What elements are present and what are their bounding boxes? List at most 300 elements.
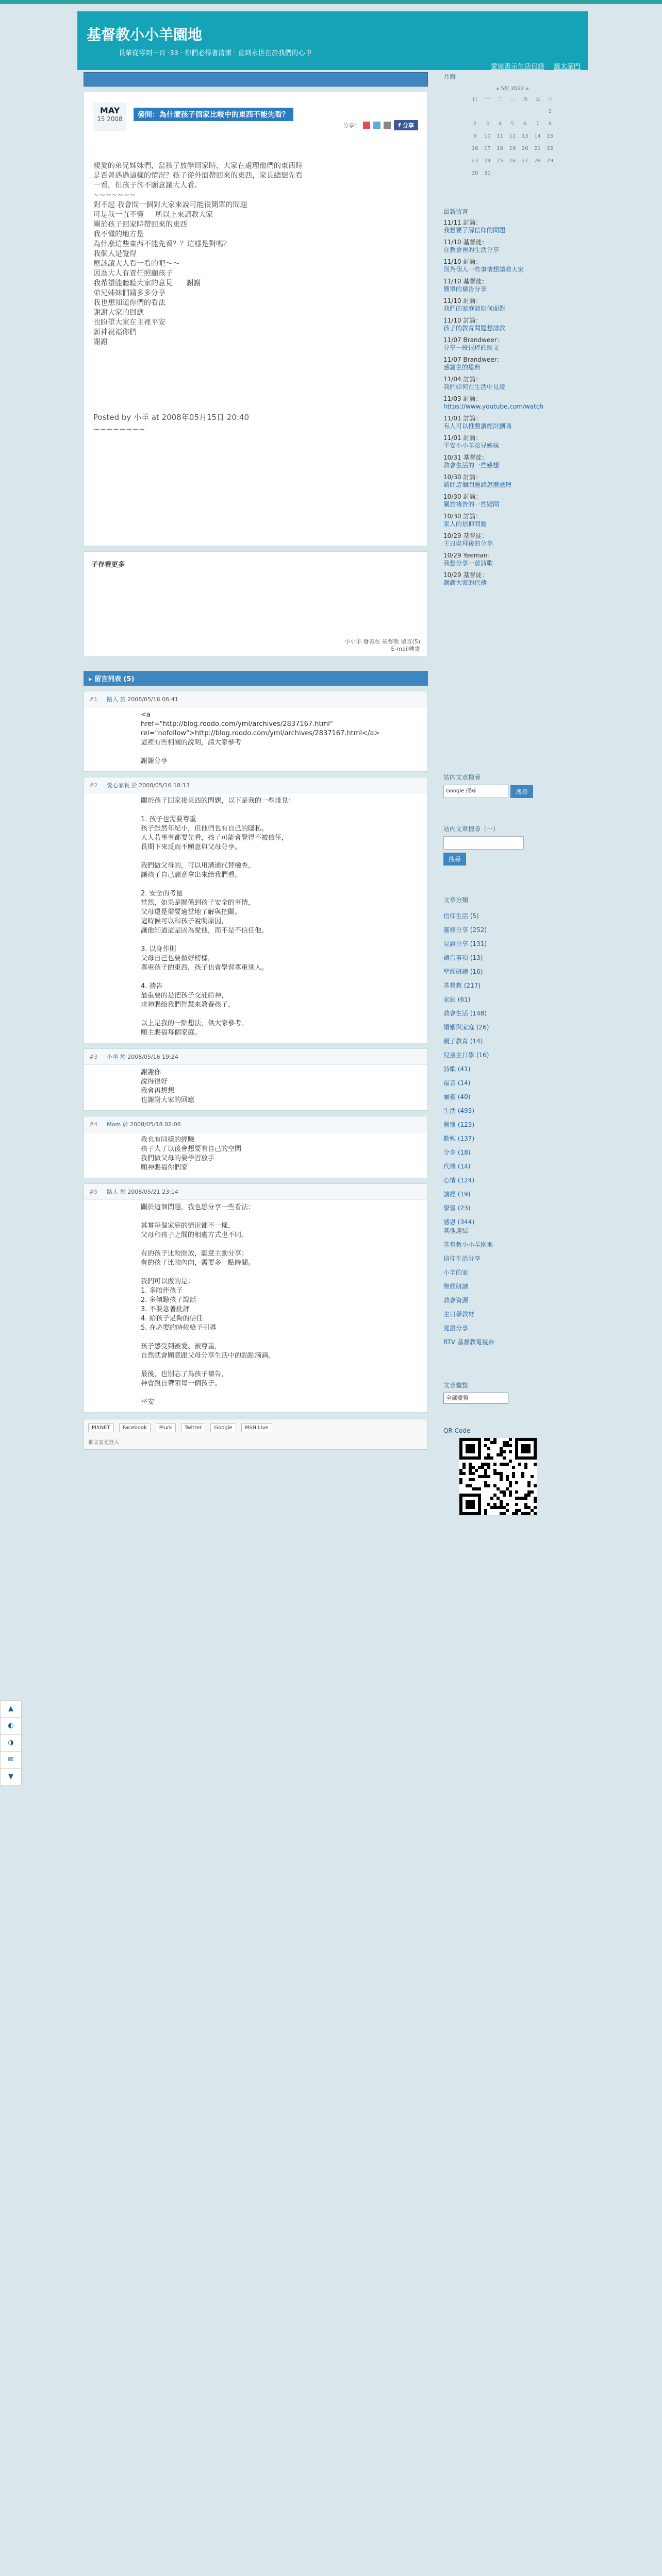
- calendar-day[interactable]: 16: [471, 146, 478, 151]
- recent-text[interactable]: 我想分享一首詩歌: [443, 560, 493, 567]
- calendar-weekday: 三: [509, 97, 515, 103]
- facebook-share-button[interactable]: f 分享: [394, 120, 418, 130]
- recent-item[interactable]: [443, 395, 582, 411]
- comment-number: #5: [89, 1189, 98, 1195]
- calendar-day[interactable]: 22: [547, 146, 554, 151]
- category-item[interactable]: 生活 (493): [443, 1107, 475, 1114]
- calendar-day[interactable]: 29: [547, 158, 554, 164]
- comment-line: 這時候可以和孩子說明原因，: [141, 918, 228, 925]
- comment-head: [84, 691, 427, 707]
- share-twitter-icon[interactable]: [373, 122, 380, 129]
- share-option[interactable]: MSN Live: [241, 1423, 272, 1432]
- comment-line: 願神賜福你們家: [141, 1164, 188, 1172]
- search-input[interactable]: Google 搜尋: [443, 785, 508, 798]
- recent-date: 11/10 基督徒：: [443, 278, 488, 285]
- recent-text[interactable]: 在教會裡的生活分享: [443, 246, 500, 253]
- archive-title: 文章彙整: [443, 1382, 469, 1389]
- recent-text[interactable]: 主日崇拜後的分享: [443, 540, 493, 547]
- comment-number: #2: [89, 782, 98, 789]
- recent-item[interactable]: [443, 532, 582, 548]
- comment-author[interactable]: Mom: [107, 1121, 121, 1128]
- category-item[interactable]: 靈修分享 (252): [443, 926, 487, 934]
- comment-line: 大人若事事都要先看，孩子可能會覺得不被信任，: [141, 834, 289, 842]
- recent-item[interactable]: [443, 493, 582, 509]
- comment-date: 於 2008/05/16 19:24: [120, 1054, 178, 1060]
- recent-item[interactable]: [443, 552, 582, 567]
- calendar-weekday: 日: [472, 97, 478, 103]
- article-line: 應該讓大人看一看的吧～～: [93, 260, 180, 268]
- tags-panel: [84, 551, 428, 656]
- site-title[interactable]: 基督教小小羊園地: [87, 26, 203, 43]
- category-item[interactable]: 教會生活 (148): [443, 1010, 487, 1017]
- comment-line: 當然，如果是關係到孩子安全的事情，: [141, 899, 255, 907]
- comment-line: 4. 禱告: [141, 982, 163, 990]
- posted-by: Posted by 小羊 at 2008年05月15日 20:40: [93, 413, 250, 422]
- date-day: 15 2008: [97, 115, 123, 123]
- category-block: [443, 895, 582, 1231]
- top-strip: [0, 0, 662, 4]
- recent-date: 11/11 討論：: [443, 219, 482, 226]
- comment-head: [84, 777, 427, 793]
- recent-date: 11/03 討論：: [443, 395, 482, 402]
- float-tool-button[interactable]: ▼: [1, 1769, 21, 1786]
- comment-line: [141, 1333, 422, 1342]
- recent-item[interactable]: [443, 317, 582, 332]
- comment-line: 其實每個家庭的情況都不一樣，: [141, 1222, 235, 1230]
- share-options: [88, 1423, 272, 1432]
- comment-line: 孩子雖然年紀小，但他們也有自己的隱私。: [141, 825, 269, 833]
- comment-line: 孩子感受到被愛、被尊重，: [141, 1343, 222, 1350]
- recent-item[interactable]: [443, 297, 582, 313]
- comment-line: 3. 不要急著批評: [141, 1306, 190, 1313]
- calendar-grid: [469, 95, 556, 177]
- calendar-day[interactable]: 27: [521, 158, 528, 164]
- floating-toolbar: [0, 1700, 22, 1786]
- calendar-day[interactable]: 26: [509, 158, 516, 164]
- recent-item[interactable]: [443, 376, 582, 391]
- comment: [84, 1183, 428, 1413]
- comment-line: 也謝謝大家的回應: [141, 1096, 195, 1104]
- comments-list: [84, 691, 428, 1413]
- category-title: 文章分類: [443, 896, 469, 904]
- comment-author[interactable]: 路人: [107, 696, 119, 703]
- recent-item[interactable]: [443, 434, 582, 450]
- calendar-day[interactable]: 21: [534, 146, 541, 151]
- calendar-day[interactable]: 14: [534, 133, 541, 139]
- recent-text[interactable]: 我們的家庭該如何面對: [443, 305, 506, 312]
- calendar-day[interactable]: 4: [498, 121, 502, 127]
- article-line: 關於孩子回家時帶回來的東西: [93, 221, 187, 229]
- article-line: 我個人是覺得: [93, 250, 137, 258]
- comment-line: 1. 孩子也需要尊重: [141, 816, 196, 823]
- comment-line: [141, 1212, 422, 1222]
- article-body: [93, 161, 413, 347]
- article-line: 對不起 我會問一個對大家來說可能很簡單的問題: [93, 201, 247, 209]
- recent-item[interactable]: [443, 239, 582, 254]
- comment-line: 我也有同樣的經驗: [141, 1136, 195, 1144]
- comment-line: 我們可以做的是：: [141, 1278, 195, 1285]
- recent-date: 10/30 討論：: [443, 473, 482, 481]
- sidebar-link[interactable]: RTV 基督教電視台: [443, 1338, 494, 1346]
- comment-author[interactable]: 小羊: [107, 1054, 119, 1060]
- tags-title: 子存看更多: [91, 561, 125, 569]
- recent-text[interactable]: 我們如何在生活中見證: [443, 383, 506, 391]
- calendar-day[interactable]: 5: [510, 121, 515, 127]
- calendar-day[interactable]: 6: [523, 121, 527, 127]
- recent-item[interactable]: [443, 513, 582, 528]
- category-item[interactable]: 讀經 (19): [443, 1191, 471, 1198]
- links-title: 其他連結: [443, 1227, 469, 1234]
- recent-text[interactable]: 有人可以推薦讀經計劃嗎: [443, 422, 512, 430]
- recent-date: 10/29 基督徒：: [443, 571, 488, 579]
- calendar-day[interactable]: 23: [471, 158, 478, 164]
- calendar-day[interactable]: 12: [509, 133, 516, 139]
- comment: [84, 691, 428, 772]
- comment-line: 4. 給孩子足夠的信任: [141, 1315, 203, 1323]
- comment-line: 2. 多傾聽孩子說話: [141, 1296, 196, 1304]
- article-line: 謝謝: [93, 338, 108, 346]
- comment-date: 於 2008/05/21 23:14: [120, 1189, 178, 1195]
- recent-item[interactable]: [443, 278, 582, 293]
- comment-line: 讓他知道這是因為愛他，而不是不信任他。: [141, 927, 269, 935]
- comment-line: <a: [141, 711, 151, 719]
- recent-text[interactable]: 因為個人一些事情想請教大家: [443, 266, 524, 273]
- category-item[interactable]: 兒童主日學 (16): [443, 1052, 489, 1059]
- article-line: 我希望能聽聽大家的意見 謝謝: [93, 279, 201, 287]
- share-option[interactable]: Twitter: [181, 1423, 206, 1432]
- main-column: [84, 72, 428, 1450]
- calendar-day[interactable]: 15: [547, 133, 554, 139]
- article-line: 親愛的弟兄姊妹們，當孩子放學回家時，大家在處理他們的東西時: [93, 162, 303, 170]
- search-button[interactable]: 搜尋: [510, 785, 533, 798]
- share-note: 推文請先登入: [88, 1440, 119, 1446]
- date-month: MAY: [100, 106, 120, 115]
- comment-line: 求神賜給我們智慧來教養孩子。: [141, 1001, 235, 1009]
- category-item[interactable]: 屬靈 (40): [443, 1093, 471, 1100]
- float-tool-button[interactable]: ◑: [1, 1735, 21, 1752]
- recent-text[interactable]: 請問這個問題該怎麼處理: [443, 481, 512, 488]
- main-top-bar: [84, 72, 428, 87]
- calendar-day[interactable]: 20: [521, 146, 528, 151]
- category-item[interactable]: 分享 (18): [443, 1149, 471, 1156]
- recent-date: 11/10 討論：: [443, 317, 482, 324]
- search2-input[interactable]: [443, 836, 524, 850]
- article-line: 也盼望大家在主裡平安: [93, 318, 166, 327]
- calendar-day[interactable]: 28: [534, 158, 541, 164]
- calendar-day[interactable]: 10: [484, 133, 491, 139]
- recent-item[interactable]: [443, 219, 582, 234]
- recent-text[interactable]: 平安小小羊弟兄姊妹: [443, 442, 500, 449]
- article-line: 我不懂的地方是: [93, 230, 144, 239]
- share-row: [343, 120, 418, 130]
- article-line: 弟兄姊妹們請多多分享: [93, 289, 166, 297]
- category-item[interactable]: 見證分享 (131): [443, 940, 487, 947]
- posted-info: [93, 412, 249, 434]
- comment-body: [84, 1200, 427, 1412]
- comment-line: 以上是我的一點想法，供大家參考。: [141, 1020, 249, 1027]
- search-block: [443, 773, 582, 798]
- comment-line: [141, 852, 422, 861]
- calendar-day: [531, 109, 543, 115]
- calendar-weekday: 五: [535, 97, 540, 103]
- recent-item[interactable]: [443, 415, 582, 430]
- recent-date: 10/29 基督徒：: [443, 532, 488, 539]
- category-item[interactable]: 禱告事項 (13): [443, 954, 483, 961]
- calendar-day[interactable]: 18: [496, 146, 504, 151]
- share-option[interactable]: Google: [210, 1423, 236, 1432]
- recent-item[interactable]: [443, 473, 582, 489]
- post-meta: [344, 638, 420, 653]
- comment-line: 平安: [141, 1398, 155, 1406]
- comment-line: 孩子大了以後會想要有自己的空間: [141, 1145, 242, 1153]
- calendar-day: [519, 109, 531, 115]
- comment-body: [84, 1132, 427, 1178]
- comment-line: [141, 973, 422, 982]
- archive-block: [443, 1381, 582, 1404]
- float-tool-button[interactable]: ✉: [1, 1752, 21, 1769]
- calendar-block: [443, 72, 582, 177]
- article-line: 我也想知道你們的看法: [93, 299, 166, 307]
- share-option[interactable]: Facebook: [119, 1423, 151, 1432]
- calendar-day[interactable]: 25: [496, 158, 504, 164]
- share-email-icon[interactable]: [384, 122, 391, 129]
- share-widget: [84, 1419, 428, 1450]
- comment: [84, 1116, 428, 1178]
- category-item[interactable]: 信仰生活 (5): [443, 912, 479, 920]
- comment-body: [84, 1065, 427, 1110]
- comments-header[interactable]: ▸ 留言列表 (5): [84, 671, 428, 686]
- share-option[interactable]: PIXNET: [88, 1423, 114, 1432]
- recent-text[interactable]: 謝謝大家的代禱: [443, 579, 487, 586]
- sidebar-link[interactable]: 基督教小小羊園地: [443, 1241, 493, 1248]
- comment-author[interactable]: 路人: [107, 1189, 119, 1195]
- article-line: ~~~~~~~: [93, 191, 136, 199]
- calendar-day[interactable]: 2: [473, 121, 477, 127]
- recent-text[interactable]: 關於禱告的一些疑問: [443, 501, 500, 508]
- comment-line: 關於這個問題，我也想分享一些看法：: [141, 1204, 255, 1211]
- comment-line: [141, 1268, 422, 1277]
- comment-line: 有的孩子比較內向，需要多一點時間。: [141, 1259, 255, 1267]
- article-line: 因為大人有責任照顧孩子: [93, 269, 173, 278]
- sidebar-link[interactable]: 聖經研讀: [443, 1283, 469, 1290]
- site-subtitle: 長輩從零到一百 ·33 · 你們必得著清潔 · 直到永世在於我們的心中: [119, 49, 312, 57]
- sidebar-link[interactable]: 小羊的家: [443, 1269, 469, 1276]
- header-link[interactable]: 羅太豪門: [553, 63, 581, 71]
- article-line: 是否曾遇過這樣的情況？孩子從外面帶回來的東西，家長總想先看: [93, 172, 303, 180]
- search2-block: [443, 824, 582, 866]
- share-plurk-icon[interactable]: [363, 122, 370, 129]
- comment-line: 我們做父母的要學習放手: [141, 1155, 215, 1162]
- category-list: [443, 911, 582, 1226]
- article-line: 為什麼這些東西不能先看？？這樣是對嗎？: [93, 240, 230, 248]
- calendar-head[interactable]: « 5月 2022 »: [496, 86, 529, 92]
- comment-line: 2. 安全的考量: [141, 890, 183, 897]
- category-item[interactable]: 詩歌 (41): [443, 1065, 471, 1073]
- category-item[interactable]: 福音 (14): [443, 1079, 471, 1087]
- calendar-day[interactable]: 9: [473, 133, 477, 139]
- calendar-day[interactable]: 11: [496, 133, 504, 139]
- recent-text[interactable]: 孩子的教育問題想請教: [443, 325, 506, 332]
- comment-line: [141, 1388, 422, 1398]
- category-item[interactable]: 聖經研讀 (16): [443, 968, 483, 975]
- qr-code: [459, 1437, 537, 1516]
- archive-select[interactable]: 全部彙整: [443, 1393, 508, 1404]
- calendar-weekday: 四: [522, 97, 528, 103]
- comment-line: 1. 多陪伴孩子: [141, 1287, 183, 1295]
- comment-line: 讓孩子自己願意拿出來給我們看。: [141, 871, 242, 879]
- comment-line: [141, 936, 422, 945]
- calendar-day[interactable]: 13: [521, 133, 528, 139]
- comment-line: rel="nofollow">http://blog.roodo.com/yml/archives/2837167.html</a>: [141, 730, 380, 737]
- recent-item[interactable]: [443, 454, 582, 469]
- comment-head: [84, 1049, 427, 1065]
- comment-number: #1: [89, 696, 98, 703]
- comment-head: [84, 1116, 427, 1132]
- recent-text[interactable]: https://www.youtube.com/watch: [443, 403, 544, 410]
- sidebar-link[interactable]: 見證分享: [443, 1325, 469, 1332]
- category-item[interactable]: 心情 (124): [443, 1177, 475, 1184]
- comment-line: 尊重孩子的東西，孩子也會學習尊重別人。: [141, 964, 269, 972]
- recent-list: [443, 219, 582, 587]
- link-list: [443, 1240, 582, 1346]
- comment-number: #4: [89, 1121, 98, 1128]
- article: [84, 92, 428, 546]
- category-item[interactable]: 關懷 (123): [443, 1121, 475, 1128]
- sidebar-link[interactable]: 信仰生活分享: [443, 1255, 481, 1262]
- category-item[interactable]: 婚姻與家庭 (26): [443, 1024, 489, 1031]
- site-header: [77, 11, 588, 70]
- comment-line: [141, 748, 422, 757]
- recent-text[interactable]: 感謝主的恩典: [443, 364, 481, 371]
- recent-item[interactable]: [443, 336, 582, 352]
- calendar-weekday: 一: [485, 97, 490, 103]
- comment-line: 長期下來反而不願意與父母分享。: [141, 843, 242, 851]
- share-label: 分享：: [343, 122, 360, 129]
- calendar-day: [481, 109, 493, 115]
- comment-line: 願主賜福每個家庭。: [141, 1029, 202, 1037]
- category-item[interactable]: 代禱 (14): [443, 1163, 471, 1170]
- comment-line: [141, 880, 422, 889]
- calendar-day[interactable]: 30: [471, 171, 478, 176]
- search-title: 站內文章搜尋: [443, 774, 481, 781]
- comment-author[interactable]: 愛心家長: [107, 782, 130, 789]
- comment-line: 謝謝分享: [141, 757, 168, 765]
- comment-line: [141, 1361, 422, 1370]
- sidebar-link[interactable]: 教會資源: [443, 1297, 469, 1304]
- search2-button[interactable]: 搜尋: [443, 853, 466, 866]
- links-block: [443, 1226, 582, 1351]
- comment-line: [141, 1010, 422, 1019]
- calendar-day: [506, 109, 519, 115]
- recent-date: 11/10 討論：: [443, 258, 482, 265]
- comment-line: 5. 在必要的時候給予引導: [141, 1324, 217, 1332]
- article-line: 可是我一直不懂 所以上來請教大家: [93, 211, 213, 219]
- calendar-day: [469, 109, 481, 115]
- comment-line: 這裡有些相關的說明，請大家參考: [141, 739, 242, 747]
- recent-item[interactable]: [443, 571, 582, 587]
- comment-line: 神會親自帶領每一個孩子。: [141, 1380, 222, 1387]
- recent-text[interactable]: 教會生活的一些感想: [443, 462, 500, 469]
- recent-text[interactable]: 家人的信仰問題: [443, 520, 487, 528]
- recent-text[interactable]: 我想要了解信仰的問題: [443, 227, 506, 234]
- comment-line: 關於孩子回家後東西的問題，以下是我的一些淺見：: [141, 797, 295, 805]
- recent-block: [443, 207, 582, 591]
- calendar-day: [494, 109, 506, 115]
- comment-line: 最後，也別忘了為孩子禱告，: [141, 1370, 228, 1378]
- comment-head: [84, 1184, 427, 1200]
- sidebar-link[interactable]: 主日學教材: [443, 1311, 475, 1318]
- qr-block: [443, 1427, 582, 1516]
- calendar-day[interactable]: 8: [548, 121, 552, 127]
- share-option[interactable]: Plurk: [156, 1423, 176, 1432]
- calendar-day[interactable]: 1: [548, 109, 552, 114]
- recent-date: 10/29 Yeeman：: [443, 552, 494, 559]
- calendar-day[interactable]: 24: [484, 158, 491, 164]
- comment-line: href="http://blog.roodo.com/yml/archives/2837167.html": [141, 720, 333, 728]
- recent-text[interactable]: 簡單的禱告分享: [443, 285, 487, 293]
- comment-line: 我會再想想: [141, 1087, 175, 1095]
- post-meta-line[interactable]: 小小羊 發表在 基督教 留言(5): [344, 638, 420, 645]
- recent-item[interactable]: [443, 356, 582, 371]
- recent-date: 11/07 Brandweer：: [443, 356, 503, 363]
- float-tool-button[interactable]: ◐: [1, 1718, 21, 1735]
- recent-date: 11/01 討論：: [443, 415, 482, 422]
- header-link[interactable]: 愛屋書示生活目錄: [490, 63, 544, 71]
- qr-title: QR Code: [443, 1427, 471, 1434]
- comment-line: 謝謝你: [141, 1069, 161, 1076]
- calendar-day[interactable]: 17: [484, 146, 491, 151]
- calendar-day[interactable]: 31: [484, 171, 491, 176]
- recent-title: 最新留言: [443, 208, 469, 215]
- calendar-day[interactable]: 19: [509, 146, 516, 151]
- recent-date: 11/04 討論：: [443, 376, 482, 383]
- post-title[interactable]: 發問：為什麼孩子回家比較中的東西不能先看？: [134, 108, 293, 121]
- article-line: 謝謝大家的回應: [93, 309, 144, 317]
- recent-item[interactable]: [443, 258, 582, 274]
- category-item[interactable]: 家庭 (61): [443, 996, 471, 1003]
- comment: [84, 1048, 428, 1111]
- category-item[interactable]: 親子教育 (14): [443, 1038, 483, 1045]
- calendar-weekday: 六: [547, 97, 553, 103]
- comment-line: 自然就會願意跟父母分享生活中的點點滴滴。: [141, 1352, 275, 1360]
- comment-line: 父母和孩子之間的相處方式也不同。: [141, 1231, 249, 1239]
- calendar-weekday: 二: [497, 97, 503, 103]
- comment-body: [84, 707, 427, 771]
- comment-number: #3: [89, 1054, 98, 1060]
- calendar-day[interactable]: 7: [536, 121, 539, 127]
- article-line: 一看，但孩子卻不願意讓大人看。: [93, 181, 202, 190]
- comment-date: 於 2008/05/16 06:41: [120, 696, 178, 703]
- category-item[interactable]: 勸勉 (137): [443, 1135, 475, 1142]
- comment-date: 於 2008/05/16 18:13: [131, 782, 190, 789]
- comment-line: [141, 806, 422, 815]
- float-tool-button[interactable]: ▲: [1, 1701, 21, 1718]
- category-item[interactable]: 基督教 (217): [443, 982, 481, 989]
- recent-date: 11/01 討論：: [443, 434, 482, 442]
- category-item[interactable]: 學習 (23): [443, 1205, 471, 1212]
- signature: ~~~~~~~~: [93, 425, 145, 434]
- date-box: [93, 103, 126, 131]
- comment-date: 於 2008/05/18 02:06: [122, 1121, 181, 1128]
- email-forward-link[interactable]: E-mail轉寄: [391, 646, 420, 652]
- recent-date: 10/30 討論：: [443, 493, 482, 500]
- recent-text[interactable]: 分享一段很棒的經文: [443, 344, 500, 351]
- recent-date: 10/31 基督徒：: [443, 454, 488, 461]
- calendar-day[interactable]: 3: [486, 121, 489, 127]
- recent-date: 11/10 基督徒：: [443, 239, 488, 246]
- calendar: [469, 84, 556, 177]
- category-item[interactable]: 感恩 (344): [443, 1218, 475, 1226]
